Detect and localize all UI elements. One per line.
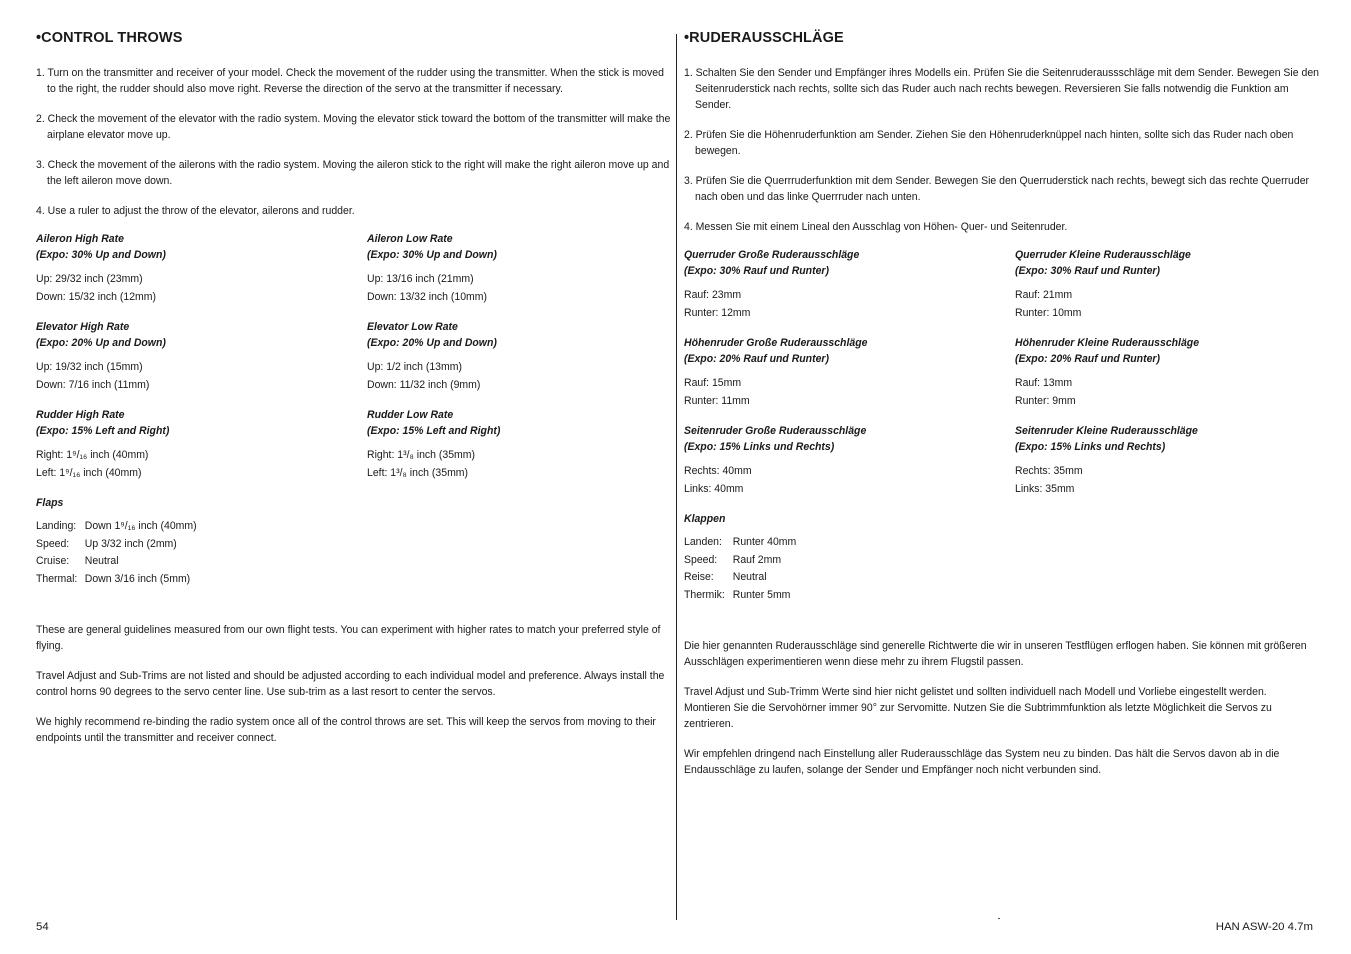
rate-value: Down: 11/32 inch (9mm) — [367, 379, 481, 391]
column-divider — [676, 34, 677, 920]
flaps-label: Thermal: — [36, 572, 78, 585]
flaps-value: Runter 40mm — [732, 536, 797, 548]
instruction-list — [684, 65, 1319, 235]
guideline-paragraph: These are general guidelines measured from our own flight tests. You can experiment with higher rates to match your preferred style of flying. — [36, 624, 661, 652]
rate-value: Right: 1⁹/₁₆ inch (40mm) — [36, 449, 149, 461]
rate-block — [1015, 335, 1315, 410]
flaps-heading: Klappen — [684, 513, 726, 525]
guideline-paragraph: Wir empfehlen dringend nach Einstellung aller Ruderausschläge das System neu zu binden. Das hält die Servos davon ab in die Endausschläge zu laufen, solange der Sender und Empfänger noch nicht verbunden sind. — [684, 748, 1280, 776]
rate-heading: Höhenruder Große Ruderausschläge — [684, 337, 868, 349]
rate-heading: Elevator High Rate — [36, 321, 130, 333]
flaps-row — [684, 569, 1320, 587]
flaps-block — [36, 495, 666, 588]
rate-expo: (Expo: 30% Up and Down) — [367, 249, 497, 261]
rate-expo: (Expo: 15% Left and Right) — [367, 425, 501, 437]
rate-block — [367, 231, 667, 306]
rate-heading: Querruder Große Ruderausschläge — [684, 249, 860, 261]
flaps-label: Reise: — [684, 571, 714, 583]
guideline-paragraph: Travel Adjust and Sub-Trims are not listed and should be adjusted according to each individual model and preference. Always install the control horns 90 degrees to the servo center line. Use sub-trim as a last resort to center the servos. — [36, 670, 665, 698]
rate-expo: (Expo: 20% Rauf und Runter) — [684, 353, 829, 365]
rate-value: Runter: 12mm — [684, 307, 751, 319]
rate-value: Left: 1⁹/₁₆ inch (40mm) — [36, 467, 142, 479]
rate-expo: (Expo: 20% Rauf und Runter) — [1015, 353, 1160, 365]
english-column — [36, 30, 671, 760]
instruction-step: 4. Use a ruler to adjust the throw of the elevator, ailerons and rudder. — [36, 205, 355, 217]
flaps-value: Runter 5mm — [732, 588, 791, 601]
rate-value: Up: 19/32 inch (15mm) — [36, 361, 143, 373]
rate-block — [1015, 423, 1315, 498]
rate-heading: Seitenruder Kleine Ruderausschläge — [1015, 425, 1198, 437]
flaps-label: Cruise: — [36, 555, 70, 567]
rate-value: Rauf: 13mm — [1015, 377, 1073, 389]
rate-value: Rauf: 21mm — [1015, 289, 1073, 301]
flaps-value: Rauf 2mm — [732, 553, 782, 566]
rate-heading: Rudder High Rate — [36, 409, 125, 421]
rate-heading: Aileron Low Rate — [367, 233, 453, 245]
rate-value: Down: 15/32 inch (12mm) — [36, 291, 156, 303]
rate-value: Rauf: 15mm — [684, 377, 742, 389]
flaps-block — [684, 511, 1312, 604]
rate-value: Links: 35mm — [1015, 483, 1075, 495]
instruction-list — [36, 65, 671, 219]
flaps-row — [684, 587, 1320, 605]
rate-expo: (Expo: 30% Up and Down) — [36, 249, 166, 261]
rate-value: Rechts: 35mm — [1015, 465, 1083, 477]
flaps-label: Speed: — [684, 553, 718, 566]
german-column — [684, 30, 1319, 792]
instruction-step: 1. Turn on the transmitter and receiver of your model. Check the movement of the rudder using the transmitter. When the stick is moved to the right, the rudder should also move right. Reverse the direction of the servo at the transmitter if necessary. — [36, 67, 664, 95]
rate-heading: Querruder Kleine Ruderausschläge — [1015, 249, 1191, 261]
rate-value: Up: 13/16 inch (21mm) — [367, 273, 474, 285]
rate-value: Down: 13/32 inch (10mm) — [367, 291, 487, 303]
rate-block — [36, 407, 367, 482]
rate-expo: (Expo: 30% Rauf und Runter) — [1015, 265, 1160, 277]
rate-expo: (Expo: 15% Links und Rechts) — [1015, 441, 1166, 453]
rate-block — [367, 407, 667, 482]
rate-value: Links: 40mm — [684, 483, 744, 495]
flaps-value: Down 3/16 inch (5mm) — [84, 572, 191, 585]
section-title: •CONTROL THROWS — [36, 30, 183, 46]
rate-heading: Rudder Low Rate — [367, 409, 454, 421]
rate-block — [1015, 247, 1315, 322]
document-reference: HAN ASW-20 4.7m — [1215, 921, 1313, 933]
rate-heading: Höhenruder Kleine Ruderausschläge — [1015, 337, 1200, 349]
flaps-label: Speed: — [36, 537, 70, 550]
flaps-value: Neutral — [84, 555, 119, 567]
instruction-step: 3. Prüfen Sie die Querrruderfunktion mit dem Sender. Bewegen Sie den Querruderstick nach rechts, bewegt sich das rechte Querruder nach oben und das linke Querrruder nach unten. — [684, 175, 1310, 203]
section-title: •RUDERAUSSCHLÄGE — [684, 30, 844, 46]
rate-block — [684, 335, 1015, 410]
rate-heading: Elevator Low Rate — [367, 321, 458, 333]
flaps-heading: Flaps — [36, 497, 64, 509]
instruction-step: 1. Schalten Sie den Sender und Empfänger ihres Modells ein. Prüfen Sie die Seitenruderaussschläge mit dem Sender. Bewegen Sie den Seitenruderstick nach rechts, sollte sich das Ruder auch nach rechts bewegen. Reversieren Sie falls notwendig die Funktion am Sender. — [684, 67, 1319, 111]
rate-value: Left: 1³/₈ inch (35mm) — [367, 467, 469, 479]
flaps-row — [36, 518, 674, 536]
flaps-label: Thermik: — [684, 588, 725, 601]
flaps-row — [684, 552, 1320, 570]
rate-block — [36, 231, 367, 306]
rate-block — [684, 247, 1015, 322]
instruction-step: 4. Messen Sie mit einem Lineal den Ausschlag von Höhen- Quer- und Seitenruder. — [684, 221, 1068, 233]
rate-expo: (Expo: 15% Links und Rechts) — [684, 441, 835, 453]
rate-block — [684, 423, 1015, 498]
rate-value: Down: 7/16 inch (11mm) — [36, 379, 150, 391]
rate-block — [367, 319, 667, 394]
instruction-step: 3. Check the movement of the ailerons with the radio system. Moving the aileron stick to the right will make the right aileron move up and the left aileron move down. — [36, 159, 670, 187]
rate-expo: (Expo: 20% Up and Down) — [36, 337, 166, 349]
rate-value: Rechts: 40mm — [684, 465, 752, 477]
rate-value: Runter: 11mm — [684, 395, 750, 407]
rate-block — [36, 319, 367, 394]
flaps-row — [36, 571, 674, 589]
instruction-step: 2. Check the movement of the elevator with the radio system. Moving the elevator stick toward the bottom of the transmitter will make the airplane elevator move up. — [36, 113, 671, 141]
instruction-step: 2. Prüfen Sie die Höhenruderfunktion am Sender. Ziehen Sie den Höhenruderknüppel nach hinten, sollte sich das Ruder nach oben bewegen. — [684, 129, 1294, 157]
rate-value: Runter: 10mm — [1015, 307, 1082, 319]
rate-expo: (Expo: 15% Left and Right) — [36, 425, 170, 437]
flaps-value: Up 3/32 inch (2mm) — [84, 537, 177, 550]
rate-heading: Aileron High Rate — [36, 233, 124, 245]
rate-value: Right: 1³/₈ inch (35mm) — [367, 449, 476, 461]
rate-value: Up: 29/32 inch (23mm) — [36, 273, 143, 285]
rate-value: Up: 1/2 inch (13mm) — [367, 361, 462, 373]
rate-expo: (Expo: 20% Up and Down) — [367, 337, 497, 349]
guideline-paragraph: Die hier genannten Ruderausschläge sind generelle Richtwerte die wir in unseren Testflügen erflogen haben. Sie können mit größeren Ausschlägen experimentieren wenn diese mehr zu ihrem Flugstil passen. — [684, 640, 1307, 668]
flaps-label: Landing: — [36, 520, 77, 532]
flaps-value: Neutral — [732, 571, 767, 583]
flaps-label: Landen: — [684, 536, 722, 548]
flaps-value: Down 1⁹/₁₆ inch (40mm) — [84, 520, 197, 532]
rate-expo: (Expo: 30% Rauf und Runter) — [684, 265, 829, 277]
rates-grid — [36, 231, 666, 495]
flaps-row — [36, 553, 674, 571]
rates-grid — [684, 247, 1312, 511]
guideline-paragraph: Travel Adjust und Sub-Trimm Werte sind hier nicht gelistet und sollten individuell nach Modell und Vorliebe eingestellt werden. Montieren Sie die Servohörner immer 90° zur Servomitte. Nutzen Sie die Subtrimmfunktion als letzte Möglichkeit die Servos zu zentrieren. — [684, 686, 1272, 730]
page-number: 54 — [36, 921, 49, 933]
flaps-row — [684, 534, 1320, 552]
rate-value: Runter: 9mm — [1015, 395, 1076, 407]
guideline-paragraph: We highly recommend re-binding the radio system once all of the control throws are set. This will keep the servos from moving to their endpoints until the transmitter and receiver connect. — [36, 716, 656, 744]
stray-dot — [998, 918, 1000, 919]
rate-value: Rauf: 23mm — [684, 289, 742, 301]
rate-heading: Seitenruder Große Ruderausschläge — [684, 425, 867, 437]
flaps-row — [36, 536, 674, 554]
